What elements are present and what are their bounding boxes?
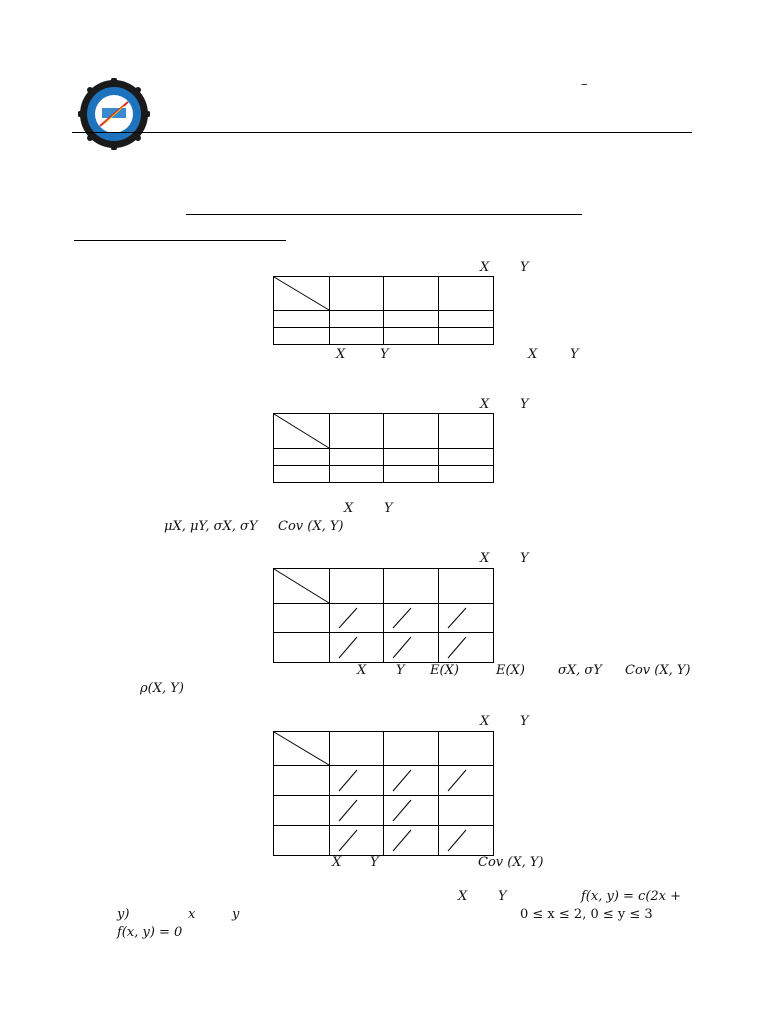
header-dash: – — [581, 77, 588, 92]
q1-below-x1: X — [336, 347, 346, 362]
q3-sigmas: σX, σY — [558, 663, 602, 678]
q1-top-x: X — [480, 260, 490, 275]
q3-cov: Cov (X, Y) — [625, 663, 691, 678]
q3-table — [273, 568, 495, 664]
q5-y: y — [232, 907, 240, 922]
q1-below-y2: Y — [570, 347, 579, 362]
q3-ex: E(X) — [430, 663, 459, 678]
q5-f-def: f(x, y) = c(2x + — [581, 889, 682, 904]
q3-rho: ρ(X, Y) — [140, 681, 184, 696]
header-rule — [72, 132, 692, 133]
q1-top-y: Y — [520, 260, 529, 275]
q5-y-var: Y — [498, 889, 507, 904]
q4-cov: Cov (X, Y) — [478, 855, 544, 870]
q5-range: 0 ≤ x ≤ 2, 0 ≤ y ≤ 3 — [520, 907, 653, 922]
q2-params: μX, μY, σX, σY — [164, 519, 258, 534]
q2-table — [273, 413, 495, 484]
q3-top-y: Y — [520, 551, 529, 566]
q2-top-y: Y — [520, 397, 529, 412]
q3-below-x: X — [357, 663, 367, 678]
college-logo — [78, 78, 150, 150]
q1-below-x2: X — [528, 347, 538, 362]
q5-f-zero: f(x, y) = 0 — [117, 925, 183, 940]
title-underline — [186, 214, 582, 215]
q4-table — [273, 731, 495, 857]
q2-top-x: X — [480, 397, 490, 412]
q5-x-var: X — [458, 889, 468, 904]
q2-below-x: X — [344, 501, 354, 516]
q4-top-x: X — [480, 714, 490, 729]
q4-below-x: X — [332, 855, 342, 870]
q4-below-y: Y — [370, 855, 379, 870]
q3-below-y: Y — [396, 663, 405, 678]
q3-ey: E(X) — [496, 663, 525, 678]
q3-top-x: X — [480, 551, 490, 566]
q1-below-y1: Y — [380, 347, 389, 362]
q1-table — [273, 276, 495, 346]
q4-top-y: Y — [520, 714, 529, 729]
q2-below-y: Y — [384, 501, 393, 516]
q5-x: x — [188, 907, 196, 922]
q5-y-close: y) — [117, 907, 130, 922]
q2-cov: Cov (X, Y) — [278, 519, 344, 534]
section-underline — [74, 240, 286, 241]
